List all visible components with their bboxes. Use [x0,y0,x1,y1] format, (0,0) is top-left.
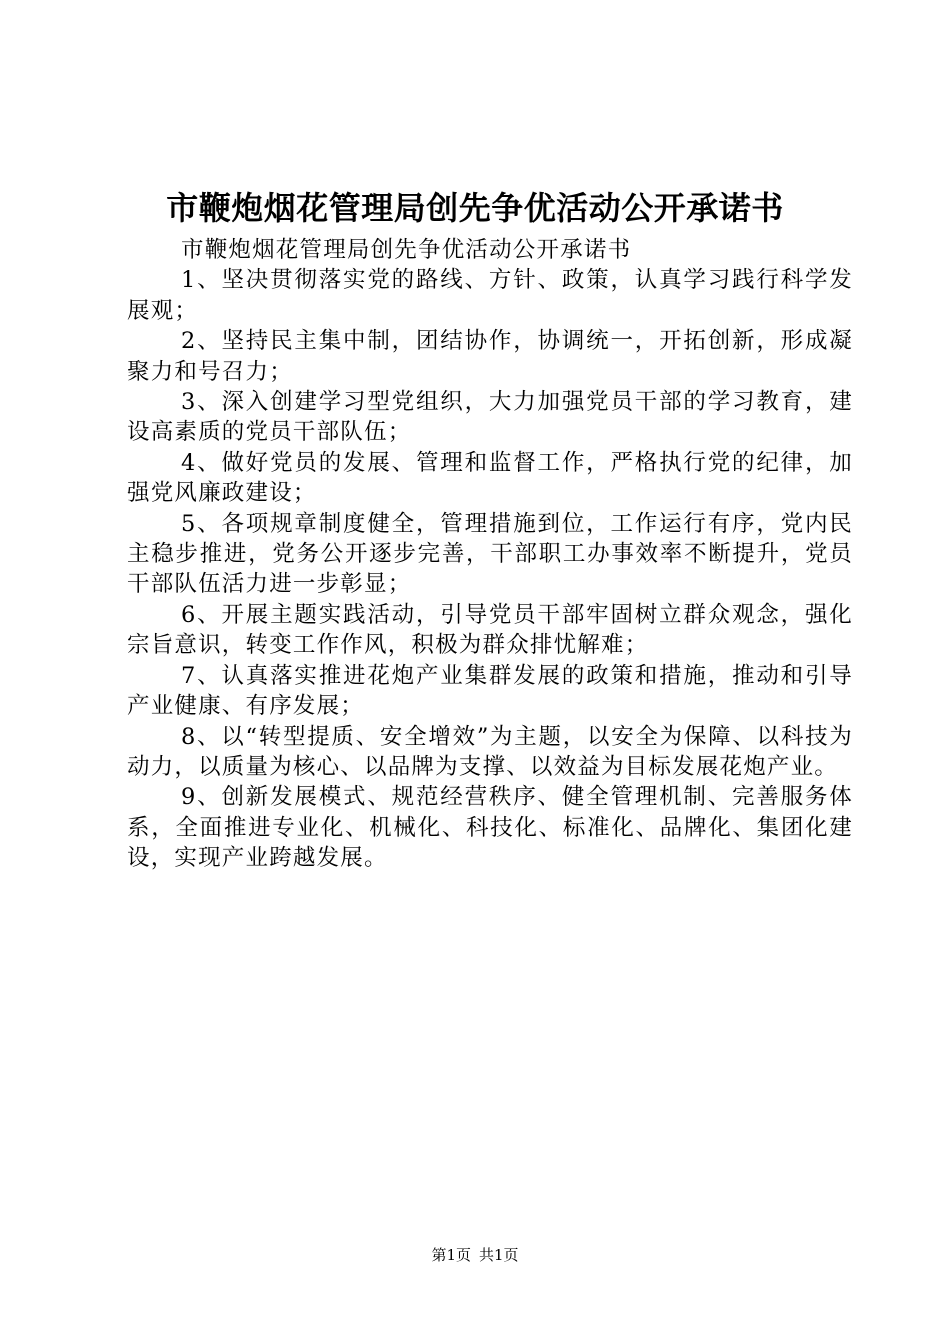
paragraph-item-2: 2、坚持民主集中制，团结协作，协调统一，开拓创新，形成凝聚力和号召力； [127,328,853,385]
paragraph-item-6: 6、开展主题实践活动，引导党员干部牢固树立群众观念，强化宗旨意识，转变工作作风，积极为群众排忧解难； [127,601,853,659]
paragraph-item-3: 3、深入创建学习型党组织，大力加强党员干部的学习教育，建设高素质的党员干部队伍； [127,389,853,446]
page-number: 第1页 [431,1246,471,1264]
paragraph-item-4: 4、做好党员的发展、管理和监督工作，严格执行党的纪律，加强党风廉政建设； [127,449,853,507]
document-body [127,235,853,874]
paragraph-item-8: 8、以“转型提质、安全增效”为主题，以安全为保障、以科技为动力，以质量为核心、以品牌为支撑、以效益为目标发展花炮产业。 [127,723,853,780]
page-total: 共1页 [479,1246,519,1264]
paragraph-item-1: 1、坚决贯彻落实党的路线、方针、政策，认真学习践行科学发展观； [127,267,853,324]
page-footer [0,1244,950,1266]
paragraph-subtitle: 市鞭炮烟花管理局创先争优活动公开承诺书 [181,237,632,263]
document-title: 市鞭炮烟花管理局创先争优活动公开承诺书 [166,189,784,227]
paragraph-item-7: 7、认真落实推进花炮产业集群发展的政策和措施，推动和引导产业健康、有序发展； [127,662,853,720]
paragraph-item-9: 9、创新发展模式、规范经营秩序、健全管理机制、完善服务体系，全面推进专业化、机械化、科技化、标准化、品牌化、集团化建设，实现产业跨越发展。 [127,784,853,872]
paragraph-item-5: 5、各项规章制度健全，管理措施到位，工作运行有序，党内民主稳步推进，党务公开逐步完善，干部职工办事效率不断提升，党员干部队伍活力进一步彰显； [127,510,853,598]
